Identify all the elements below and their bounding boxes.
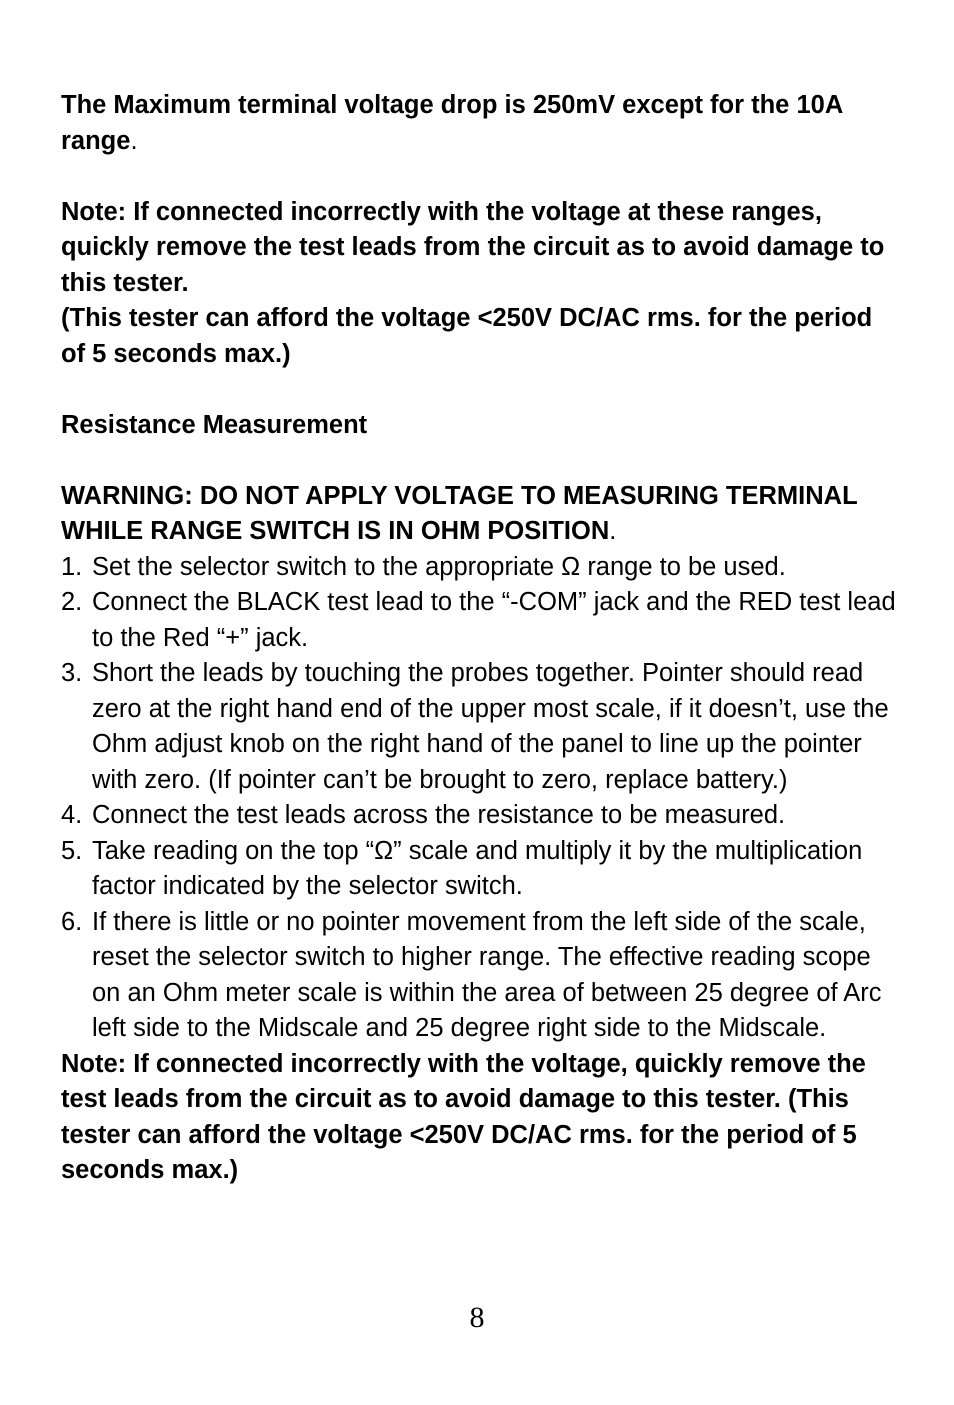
list-item [61, 585, 901, 656]
warning-paragraph [61, 479, 901, 550]
note1-line2: (This tester can afford the voltage <250V DC/AC rms. for the period of 5 seconds max.) [61, 304, 873, 368]
step-number: 3. [61, 659, 83, 687]
spacer [61, 443, 901, 479]
step-text: Take reading on the top “Ω” scale and multiply it by the multiplication factor indicated by the selector switch. [92, 836, 863, 900]
spacer [61, 159, 901, 195]
step-number: 4. [61, 801, 83, 829]
document-page [61, 88, 901, 1189]
step-text: Set the selector switch to the appropriate Ω range to be used. [92, 552, 786, 581]
list-item [61, 834, 901, 905]
intro-bold-text: The Maximum terminal voltage drop is 250mV except for the 10A range [61, 91, 843, 155]
list-item [61, 550, 901, 586]
list-item [61, 656, 901, 798]
list-item [61, 798, 901, 834]
steps-list [61, 550, 901, 1047]
step-text: Short the leads by touching the probes together. Pointer should read zero at the right hand end of the upper most scale, if it doesn’t, use the Ohm adjust knob on the right hand of the panel to line up the pointer with zero. (If pointer can’t be brought to zero, replace battery.) [92, 659, 889, 794]
step-text: Connect the BLACK test lead to the “-COM” jack and the RED test lead to the Red “+” jack. [92, 588, 896, 652]
page-number: 8 [469, 1301, 485, 1334]
step-text: If there is little or no pointer movement from the left side of the scale, reset the selector switch to higher range. The effective reading scope on an Ohm meter scale is within the area of between 25 degree of Arc left side to the Midscale and 25 degree right side to the Midscale. [92, 907, 882, 1042]
section-title: Resistance Measurement [61, 410, 368, 439]
intro-tail: . [130, 126, 138, 155]
warning-tail: . [609, 517, 617, 545]
note2-paragraph: Note: If connected incorrectly with the voltage, quickly remove the test leads from the circuit as to avoid damage to this tester. (This tester can afford the voltage <250V DC/AC rms. for the period of 5 seconds max.) [61, 1049, 866, 1184]
step-number: 5. [61, 836, 83, 865]
warning-bold-text: WARNING: DO NOT APPLY VOLTAGE TO MEASURING TERMINAL WHILE RANGE SWITCH IS IN OHM POSITION [61, 481, 858, 545]
note1-line1: Note: If connected incorrectly with the voltage at these ranges, quickly remove the test leads from the circuit as to avoid damage to this tester. [61, 197, 885, 297]
step-text: Connect the test leads across the resistance to be measured. [92, 801, 786, 829]
step-number: 6. [61, 907, 83, 936]
spacer [61, 372, 901, 408]
step-number: 1. [61, 552, 83, 581]
list-item [61, 905, 901, 1047]
intro-paragraph [61, 88, 901, 159]
step-number: 2. [61, 588, 83, 616]
